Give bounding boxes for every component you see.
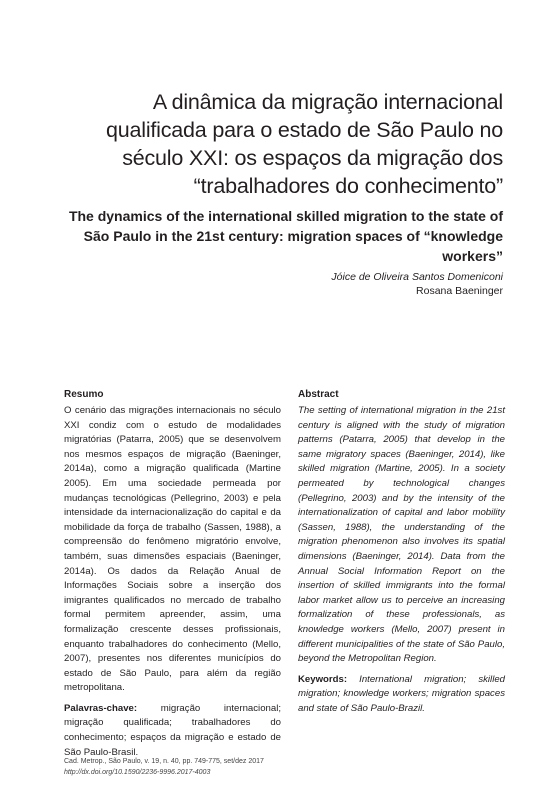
author-list xyxy=(331,270,503,298)
palavras-chave xyxy=(64,702,281,760)
resumo-section xyxy=(64,388,281,760)
abstract-section xyxy=(298,388,505,716)
page-footer xyxy=(64,756,264,778)
keywords-value: migração internacional; migração qualificada; trabalhadores do conhecimento; espaços da migração e estado de São Paulo-Brasil. xyxy=(64,702,281,758)
abstract-heading: Abstract xyxy=(298,389,339,400)
keywords-value: International migration; skilled migration; knowledge workers; migration spaces and state of São Paulo-Brazil. xyxy=(298,673,505,714)
author-name: Rosana Baeninger xyxy=(416,285,503,297)
abstract-text: The setting of international migration in the 21st century is aligned with the study of migration patterns (Patarra, 2005) that develop in the same migratory spaces (Baeninger, 2014), like skilled migration (Martine, 2005). In a society permeated by technological changes (Pellegrino, 2003) and by the intensity of the internationalization of capital and labor mobility (Sassen, 1988), the understanding of the migration phenomenon also involves its spatial dimensions (Baeninger, 2014). Data from the Annual Social Information Report on the insertion of skilled immigrants into the formal labor market allow us to perceive an increasing formalization of these professionals, as knowledge workers (Mello, 2007) present in different municipalities of the state of São Paulo, beyond the Metropolitan Region. xyxy=(298,405,505,665)
resumo-text: O cenário das migrações internacionais no século XXI condiz com o estudo de modalidades migratórias (Patarra, 2005) que se desenvolvem nos mesmos espaços de migração (Baeninger, 2014a), como a migração qualificada (Martine 2005). Em uma sociedade permeada por mudanças tecnológicas (Pellegrino, 2003) e pela intensidade da internacionalização do capital e da mobilidade da força de trabalho (Sassen, 1988), a compreensão do fenômeno migratório envolve, também, suas dimensões espaciais (Baeninger, 2014a). Os dados da Relação Anual de Informações Sociais sobre a inserção dos imigrantes qualificados no mercado de trabalho formal permitem apreender, assim, uma formalização crescente desses profissionais, enquanto trabalhadores do conhecimento (Mello, 2007), presentes nos diferentes municípios do estado de São Paulo, para além da região metropolitana. xyxy=(64,405,281,694)
article-title-pt: A dinâmica da migração internacional qualificada para o estado de São Paulo no século XXI: os espaços da migração dos “trabalhadores do conhecimento” xyxy=(105,90,503,198)
keywords xyxy=(298,673,505,717)
resumo-heading: Resumo xyxy=(64,389,104,400)
author-name: Jóice de Oliveira Santos Domeniconi xyxy=(331,271,503,283)
article-title-en: The dynamics of the international skilled migration to the state of São Paulo in the 21st century: migration spaces of “knowledge workers” xyxy=(68,208,503,264)
keywords-label: Palavras-chave: xyxy=(64,702,138,714)
doi-link[interactable]: http://dx.doi.org/10.1590/2236-9996.2017-4003 xyxy=(64,769,211,776)
keywords-label: Keywords: xyxy=(298,673,348,685)
citation: Cad. Metrop., São Paulo, v. 19, n. 40, pp. 749-775, set/dez 2017 xyxy=(64,758,264,765)
